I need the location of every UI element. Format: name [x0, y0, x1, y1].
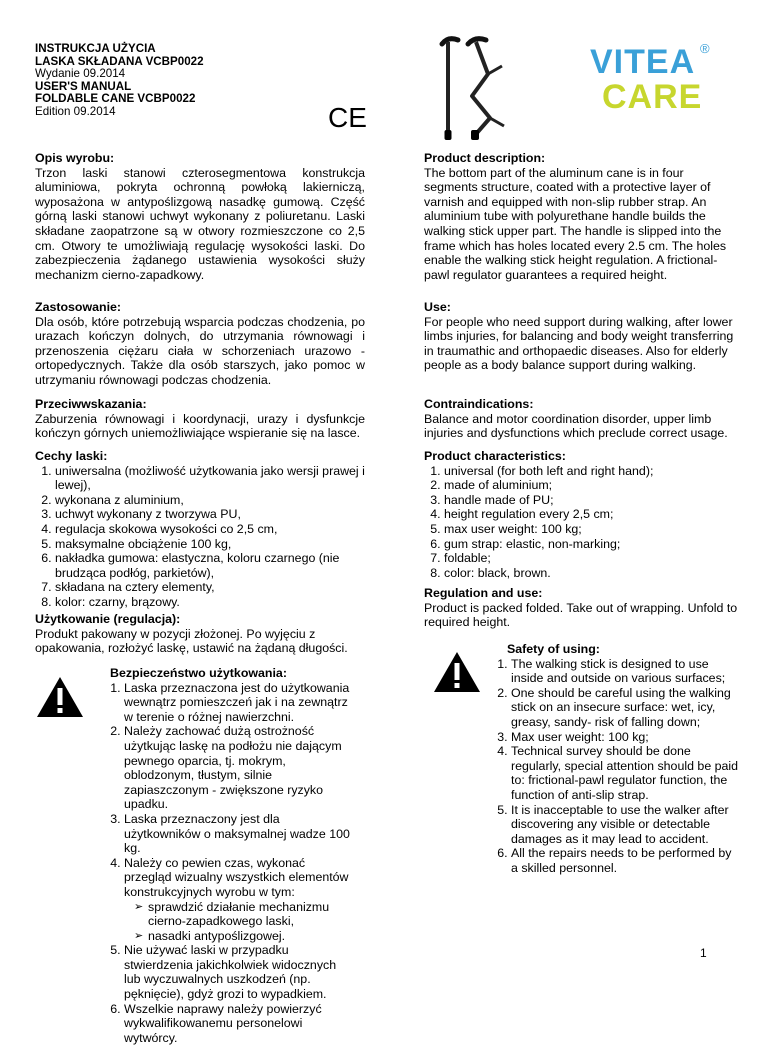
pl-contraindications-section	[35, 397, 365, 441]
vitea-care-logo-icon	[586, 40, 721, 112]
pl-use-section	[35, 300, 365, 388]
list-item: 1. uniwersalna (możliwość użytkowania jako wersji prawej i lewej),	[55, 464, 365, 493]
pl-features-heading: Cechy laski:	[35, 449, 108, 463]
list-item: 7. foldable;	[444, 551, 754, 566]
pl-regulation-text: Produkt pakowany w pozycji złożonej. Po wyjęciu z opakowania, rozłożyć laskę, ustawić na żądaną długości.	[35, 626, 348, 656]
list-item: 4. Technical survey should be done regularly, special attention should be paid to: frictional-pawl regulator function, the function of anti-slip strap.	[511, 744, 741, 802]
en-description-text: The bottom part of the aluminum cane is in four segments structure, coated with a protective layer of varnish and equipped with non-slip rubber strap. An aluminium tube with polyurethane handle builds the walking stick upper part. The handle is slipped into the frame which has holes located every 2.5 cm. The holes enable the walking stick height regulation. A frictional-pawl regulator guarantees a required height.	[424, 165, 727, 282]
pl-safety-section	[104, 666, 354, 1045]
pl-description-text: Trzon laski stanowi czterosegmentowa konstrukcja aluminiowa, pokryta ochronną powłoką lakierniczą, wyposażona w antypoślizgową nasadkę gumową. Część górną laski stanowi uchwyt wykonany z poliuretanu. Laski składane zaopatrzone są w otwory rozmieszczone co 2,5 cm. Otwory te umożliwiają regulację wysokości laski. Do zabezpieczenia żądanego ustawienia wysokości służy mechanizm cierno-zapadkowy.	[35, 165, 365, 282]
en-contraindications-text: Balance and motor coordination disorder, upper limb injuries and dysfunctions which preclude correct usage.	[424, 411, 728, 441]
en-contraindications-section	[424, 397, 742, 441]
warning-triangle-icon	[35, 675, 85, 719]
header-product-pl: LASKA SKŁADANA VCBP0022	[35, 54, 204, 68]
list-item: 5. max user weight: 100 kg;	[444, 522, 754, 537]
list-item: 2. made of aluminium;	[444, 478, 754, 493]
en-features-list	[424, 464, 754, 581]
list-item: 6. nakładka gumowa: elastyczna, koloru czarnego (nie brudząca podłóg, parkietów),	[55, 551, 365, 580]
list-item: 1. The walking stick is designed to use inside and outside on various surfaces;	[511, 657, 741, 686]
pl-safety-heading: Bezpieczeństwo użytkowania:	[110, 666, 287, 680]
list-item: 5. Nie używać laski w przypadku stwierdzenia jakichkolwiek widocznych lub wyczuwalnych uszkodzeń (np. pęknięcie), gdyż grozi to wypadkiem.	[124, 943, 354, 1001]
pl-features-section	[35, 449, 365, 610]
header-product-en: FOLDABLE CANE VCBP0022	[35, 92, 196, 106]
logo-registered-mark: ®	[700, 41, 710, 56]
list-item: 4. height regulation every 2,5 cm;	[444, 507, 754, 522]
pl-description-heading: Opis wyrobu:	[35, 151, 115, 165]
pl-safety-list	[104, 681, 354, 1045]
logo-line-1: VITEA	[590, 43, 696, 81]
en-features-section	[424, 449, 754, 580]
list-item: 3. uchwyt wykonany z tworzywa PU,	[55, 507, 365, 522]
list-item: 3. handle made of PU;	[444, 493, 754, 508]
en-regulation-heading: Regulation and use:	[424, 586, 543, 600]
ce-mark-icon	[328, 103, 374, 131]
warning-triangle-icon	[432, 650, 482, 694]
sub-list-item: ➢ nasadki antypoślizgowej.	[134, 929, 354, 944]
en-safety-list	[491, 657, 741, 876]
pl-contraindications-text: Zaburzenia równowagi i koordynacji, urazy i dysfunkcje kończyn górnych uniemożliwiające wspieranie się na lasce.	[35, 411, 365, 441]
pl-features-list	[35, 464, 365, 610]
list-item	[124, 856, 354, 944]
pl-regulation-heading: Użytkowanie (regulacja):	[35, 612, 181, 626]
list-item: 2. Należy zachować dużą ostrożność użytkując laskę na podłożu nie dającym pewnego oparcia, tj. mokrym, oblodzonym, tłustym, silnie zapiaszczonym - zwiększone ryzyko upadku.	[124, 724, 354, 812]
en-description-section	[424, 151, 740, 282]
pl-use-heading: Zastosowanie:	[35, 300, 122, 314]
en-regulation-text: Product is packed folded. Take out of wrapping. Unfold to required height.	[424, 600, 738, 630]
pl-safety-sublist	[124, 900, 354, 944]
list-item: 5. maksymalne obciążenie 100 kg,	[55, 537, 365, 552]
en-use-heading: Use:	[424, 300, 451, 314]
list-item: 8. kolor: czarny, brązowy.	[55, 595, 365, 610]
en-use-text: For people who need support during walking, after lower limbs injuries, for balancing and body weight transferring in traumathic and orthopaedic diseases. Also for elderly people as a body balance support during walking.	[424, 314, 734, 373]
pl-regulation-section	[35, 612, 365, 656]
list-item: 7. składana na cztery elementy,	[55, 580, 365, 595]
en-contraindications-heading: Contraindications:	[424, 397, 534, 411]
sub-list-item: ➢ sprawdzić działanie mechanizmu cierno-zapadkowego laski,	[134, 900, 354, 929]
logo-line-2: CARE	[602, 78, 703, 112]
list-item: 6. All the repairs needs to be performed by a skilled personnel.	[511, 846, 741, 875]
list-item: 4. regulacja skokowa wysokości co 2,5 cm,	[55, 522, 365, 537]
list-item: 1. Laska przeznaczona jest do użytkowania wewnątrz pomieszczeń jak i na zewnątrz w terenie o różnej nawierzchni.	[124, 681, 354, 725]
header-edition-en: Edition 09.2014	[35, 104, 116, 118]
list-item: 8. color: black, brown.	[444, 566, 754, 581]
list-item: 2. One should be careful using the walking stick on an insecure surface: wet, icy, greasy, sandy- risk of falling down;	[511, 686, 741, 730]
list-item: 6. gum strap: elastic, non-marking;	[444, 537, 754, 552]
en-features-heading: Product characteristics:	[424, 449, 566, 463]
list-item: 3. Laska przeznaczony jest dla użytkowników o maksymalnej wadze 100 kg.	[124, 812, 354, 856]
pl-description-section	[35, 151, 365, 282]
ce-mark-text: CE	[328, 103, 367, 131]
pl-use-text: Dla osób, które potrzebują wsparcia podczas chodzenia, po urazach kończyn dolnych, do utrzymania równowagi i przenoszenia ciężaru ciała w schorzeniach urazowo - ortopedycznych. Także dla osób starszych, jako pomoc w utrzymaniu równowagi podczas chodzenia.	[35, 314, 365, 387]
list-item: 3. Max user weight: 100 kg;	[511, 730, 741, 745]
en-safety-heading: Safety of using:	[507, 642, 600, 656]
en-description-heading: Product description:	[424, 151, 546, 165]
pl-contraindications-heading: Przeciwwskazania:	[35, 397, 147, 411]
document-header	[35, 43, 365, 119]
list-item: 6. Wszelkie naprawy należy powierzyć wykwalifikowanemu personelowi wytwórcy.	[124, 1002, 354, 1045]
header-title-en: USER'S MANUAL	[35, 79, 132, 93]
cane-illustration-icon	[438, 30, 528, 145]
page-number: 1	[700, 946, 707, 960]
en-regulation-section	[424, 586, 740, 630]
list-item: 2. wykonana z aluminium,	[55, 493, 365, 508]
list-item: 1. universal (for both left and right hand);	[444, 464, 754, 479]
header-title-pl: INSTRUKCJA UŻYCIA	[35, 42, 156, 55]
list-item-text: Należy co pewien czas, wykonać przegląd wizualny wszystkich elementów konstrukcyjnych wyrobu w tym:	[124, 855, 349, 899]
header-edition-pl: Wydanie 09.2014	[35, 67, 126, 81]
list-item: 5. It is inacceptable to use the walker after discovering any visible or detectable damages as it may lead to accident.	[511, 803, 741, 847]
en-use-section	[424, 300, 740, 373]
en-safety-section	[491, 642, 741, 876]
